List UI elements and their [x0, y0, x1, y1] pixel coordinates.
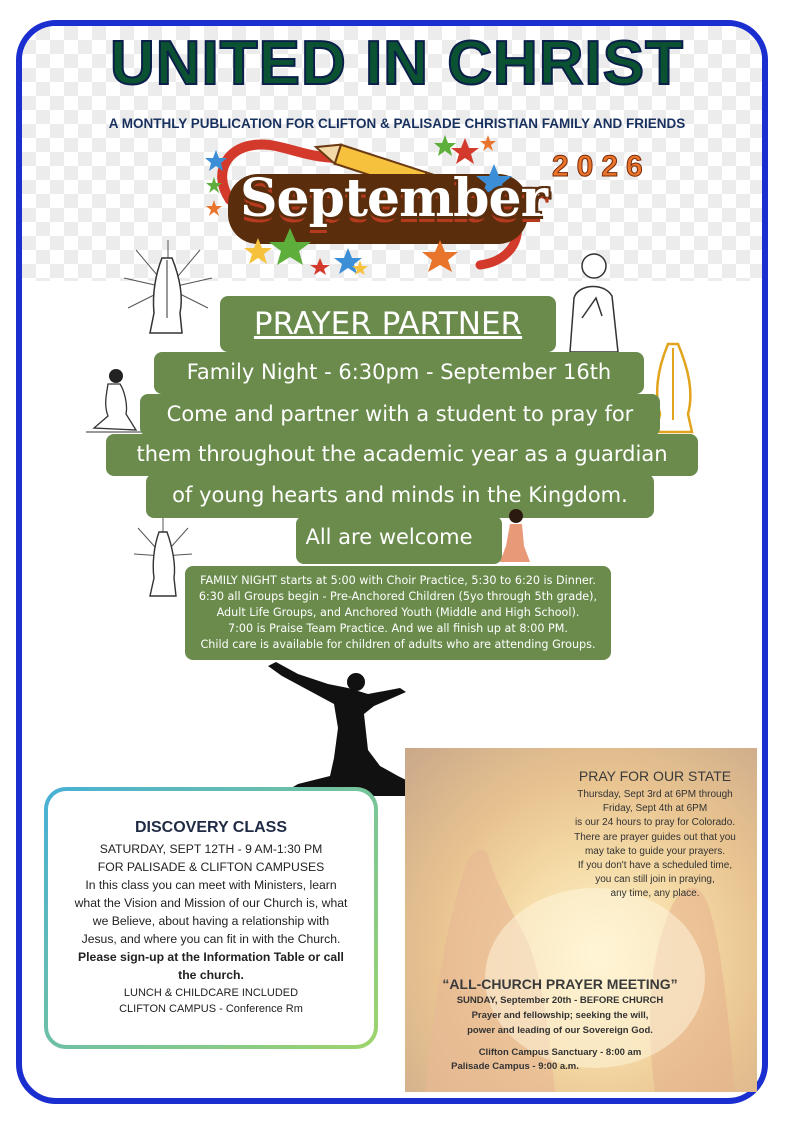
discovery-line-3: In this class you can meet with Ministers, learn — [85, 878, 337, 892]
discovery-line-6: Jesus, and where you can fit in with the Church. — [81, 932, 341, 946]
discovery-line-5: we Believe, about having a relationship with — [92, 914, 330, 928]
prayer-partner-line-block-1 — [154, 352, 644, 394]
pray-state-line-5: may take to guide your prayers. — [584, 846, 726, 857]
prayer-meeting-heading: “ALL-CHURCH PRAYER MEETING” — [442, 976, 678, 992]
prayer-meeting-time-2: Palisade Campus - 9:00 a.m. — [451, 1061, 579, 1072]
prayer-partner-line-block-3 — [106, 434, 698, 476]
pray-state-line-8: any time, any place. — [610, 888, 700, 899]
discovery-footer-line-1: LUNCH & CHILDCARE INCLUDED — [123, 987, 299, 999]
family-night-line-5: Child care is available for children of adults who are attending Groups. — [200, 638, 596, 651]
pray-state-line-2: Friday, Sept 4th at 6PM — [602, 803, 708, 814]
discovery-line-2: FOR PALISADE & CLIFTON CAMPUSES — [97, 860, 325, 874]
family-night-info — [185, 566, 611, 660]
publication-title: UNITED IN CHRIST — [110, 29, 684, 98]
prayer-meeting-line-3: power and leading of our Sovereign God. — [467, 1025, 653, 1036]
kneeling-woman-small-icon — [498, 506, 534, 566]
family-night-line-3: Adult Life Groups, and Anchored Youth (Middle and High School). — [216, 606, 580, 619]
month-title: September — [240, 168, 547, 229]
prayer-partner-line-2: Come and partner with a student to pray for — [166, 402, 634, 426]
pray-state-line-1: Thursday, Sept 3rd at 6PM through — [577, 789, 733, 800]
kneeling-worshipper-silhouette — [268, 658, 412, 798]
praying-man-icon — [552, 248, 624, 352]
issue-year: 2026 — [552, 150, 651, 183]
prayer-meeting-line-1: SUNDAY, September 20th - BEFORE CHURCH — [456, 995, 664, 1006]
month-banner — [200, 130, 550, 275]
discovery-heading: DISCOVERY CLASS — [134, 819, 288, 836]
prayer-partner-heading: PRAYER PARTNER — [253, 306, 523, 342]
praying-hands-icon — [122, 238, 214, 338]
prayer-partner-line-block-5 — [296, 516, 502, 564]
discovery-signup-line-1: Please sign-up at the Information Table or call — [78, 950, 344, 964]
prayer-photo-panel — [405, 748, 757, 1092]
prayer-partner-line-1: Family Night - 6:30pm - September 16th — [186, 360, 612, 384]
prayer-partner-line-block-2 — [140, 394, 660, 436]
family-night-line-2: 6:30 all Groups begin - Pre-Anchored Children (5yo through 5th grade), — [198, 590, 598, 603]
discovery-class-card — [44, 787, 378, 1049]
prayer-meeting-line-2: Prayer and fellowship; seeking the will, — [471, 1010, 649, 1021]
pray-state-line-3: is our 24 hours to pray for Colorado. — [574, 817, 736, 828]
kneeling-woman-icon — [86, 366, 142, 434]
pray-state-line-6: If you don't have a scheduled time, — [577, 860, 733, 871]
prayer-partner-line-3: them throughout the academic year as a guardian — [136, 442, 668, 466]
discovery-line-4: what the Vision and Mission of our Church is, what — [74, 896, 348, 910]
discovery-line-1: SATURDAY, SEPT 12TH - 9 AM-1:30 PM — [99, 842, 323, 856]
pray-state-heading: PRAY FOR OUR STATE — [578, 768, 732, 784]
prayer-partner-heading-block — [220, 296, 556, 352]
publication-subtitle: A MONTHLY PUBLICATION FOR CLIFTON & PALISADE CHRISTIAN FAMILY AND FRIENDS — [108, 116, 686, 131]
pray-state-line-7: you can still join in praying, — [595, 874, 715, 885]
family-night-line-4: 7:00 is Praise Team Practice. And we all finish up at 8:00 PM. — [228, 622, 568, 635]
prayer-partner-line-5: All are welcome — [305, 525, 473, 549]
pray-state-line-4: There are prayer guides out that you — [574, 832, 736, 843]
discovery-signup-line-2: the church. — [178, 968, 244, 982]
prayer-partner-line-block-4 — [146, 474, 654, 518]
family-night-line-1: FAMILY NIGHT starts at 5:00 with Choir Practice, 5:30 to 6:20 is Dinner. — [200, 574, 596, 587]
prayer-partner-line-4: of young hearts and minds in the Kingdom. — [172, 483, 628, 507]
prayer-meeting-time-1: Clifton Campus Sanctuary - 8:00 am — [478, 1047, 642, 1058]
discovery-footer-line-2: CLIFTON CAMPUS - Conference Rm — [119, 1003, 303, 1015]
